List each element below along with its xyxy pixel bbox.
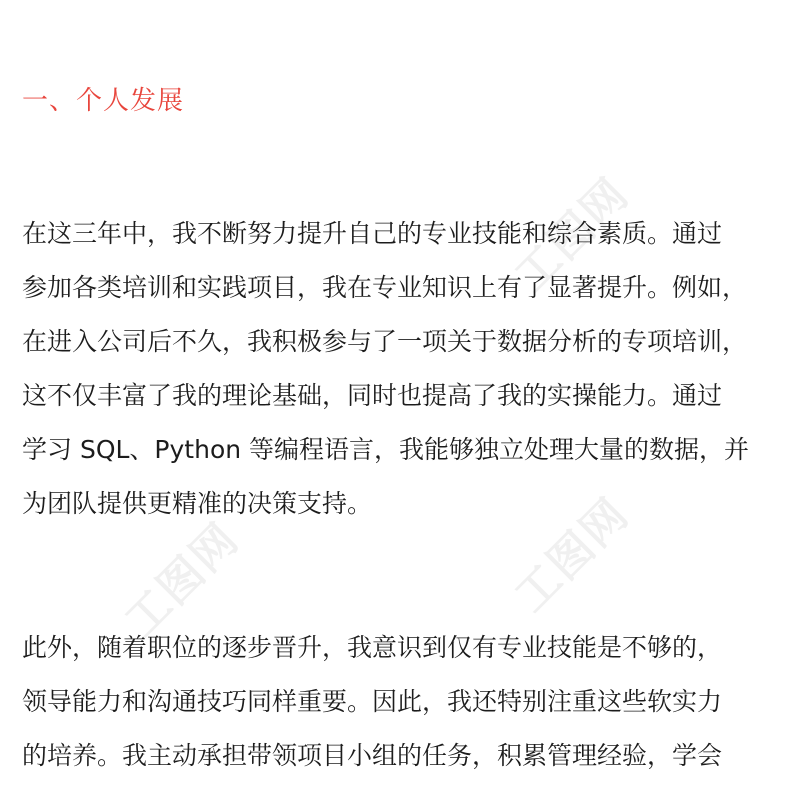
paragraph-2-line: 此外，随着职位的逐步晋升，我意识到仅有专业技能是不够的， <box>22 633 723 662</box>
paragraph-2-line: 领导能力和沟通技巧同样重要。因此，我还特别注重这些软实力 <box>22 687 723 716</box>
paragraph-1-line: 在进入公司后不久，我积极参与了一项关于数据分析的专项培训， <box>22 327 748 356</box>
watermark: 工图网 <box>115 513 250 648</box>
paragraph-1-line: 学习 SQL、Python 等编程语言，我能够独立处理大量的数据，并 <box>22 435 750 464</box>
watermark: 工图网 <box>505 168 640 303</box>
paragraph-1-line: 参加各类培训和实践项目，我在专业知识上有了显著提升。例如， <box>22 273 748 302</box>
paragraph-1-line: 在这三年中，我不断努力提升自己的专业技能和综合素质。通过 <box>22 219 723 248</box>
section-heading: 一、个人发展 <box>22 86 185 116</box>
watermark: 工图网 <box>505 488 640 623</box>
paragraph-2-line: 的培养。我主动承担带领项目小组的任务，积累管理经验，学会 <box>22 741 723 770</box>
paragraph-1-line: 这不仅丰富了我的理论基础，同时也提高了我的实操能力。通过 <box>22 381 723 410</box>
paragraph-1-line: 为团队提供更精准的决策支持。 <box>22 489 373 518</box>
